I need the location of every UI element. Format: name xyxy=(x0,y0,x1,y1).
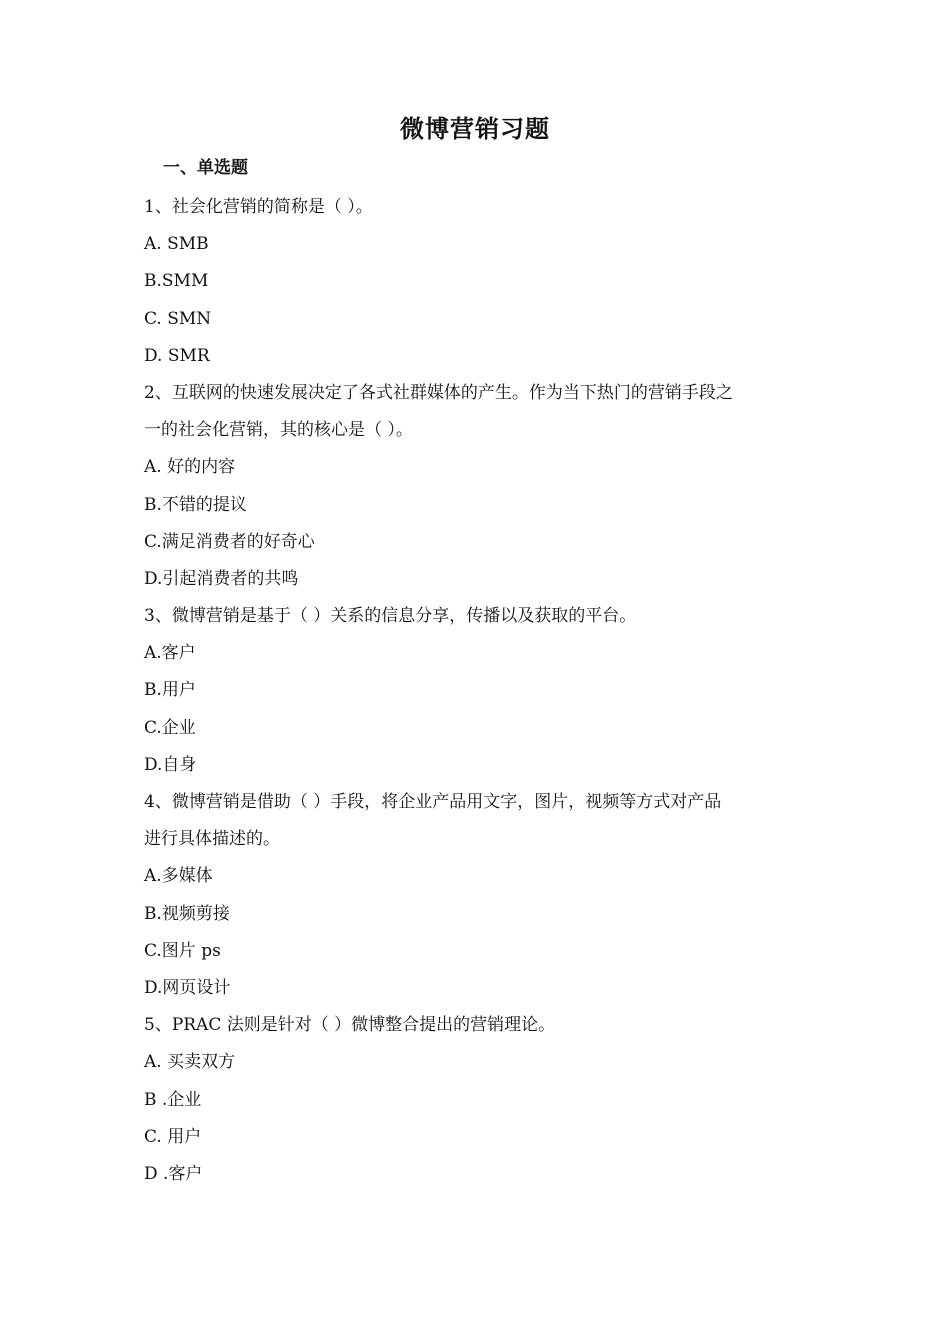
option-d: D.网页设计 xyxy=(144,977,231,998)
option-b: B.SMM xyxy=(144,271,209,292)
section-heading: 一、单选题 xyxy=(163,158,248,178)
option-a: A. 好的内容 xyxy=(144,457,236,478)
option-c: C.满足消费者的好奇心 xyxy=(144,531,315,552)
option-b: B .企业 xyxy=(144,1089,202,1110)
option-d: D. SMR xyxy=(144,345,210,366)
question-1 xyxy=(144,189,824,375)
option-a: A. SMB xyxy=(144,234,209,255)
question-list xyxy=(144,189,824,1193)
option-c: C. SMN xyxy=(144,308,212,329)
question-4 xyxy=(144,784,824,1007)
option-b: B.视频剪接 xyxy=(144,903,230,924)
question-5 xyxy=(144,1007,824,1193)
question-2 xyxy=(144,375,824,598)
question-3 xyxy=(144,598,824,784)
question-stem-continued: 进行具体描述的。 xyxy=(144,829,280,850)
question-stem: 5、PRAC 法则是针对（ ）微博整合提出的营销理论。 xyxy=(144,1015,556,1036)
question-stem: 3、微博营销是基于（ ）关系的信息分享，传播以及获取的平台。 xyxy=(144,606,637,627)
question-stem: 2、互联网的快速发展决定了各式社群媒体的产生。作为当下热门的营销手段之 xyxy=(144,382,733,403)
option-d: D.自身 xyxy=(144,754,197,775)
question-stem: 1、社会化营销的简称是（ ）。 xyxy=(144,197,373,217)
option-b: B.不错的提议 xyxy=(144,494,247,515)
option-a: A. 买卖双方 xyxy=(144,1052,236,1073)
option-d: D .客户 xyxy=(144,1163,203,1184)
option-b: B.用户 xyxy=(144,680,196,701)
option-c: C. 用户 xyxy=(144,1126,202,1147)
question-stem: 4、微博营销是借助（ ）手段，将企业产品用文字，图片，视频等方式对产品 xyxy=(144,792,722,812)
option-d: D.引起消费者的共鸣 xyxy=(144,568,299,589)
option-a: A.客户 xyxy=(144,643,196,664)
document-title: 微博营销习题 xyxy=(400,115,550,143)
option-c: C.企业 xyxy=(144,717,196,738)
option-c: C.图片 ps xyxy=(144,940,221,961)
question-stem-continued: 一的社会化营销，其的核心是（ ）。 xyxy=(144,420,413,441)
option-a: A.多媒体 xyxy=(144,866,213,887)
